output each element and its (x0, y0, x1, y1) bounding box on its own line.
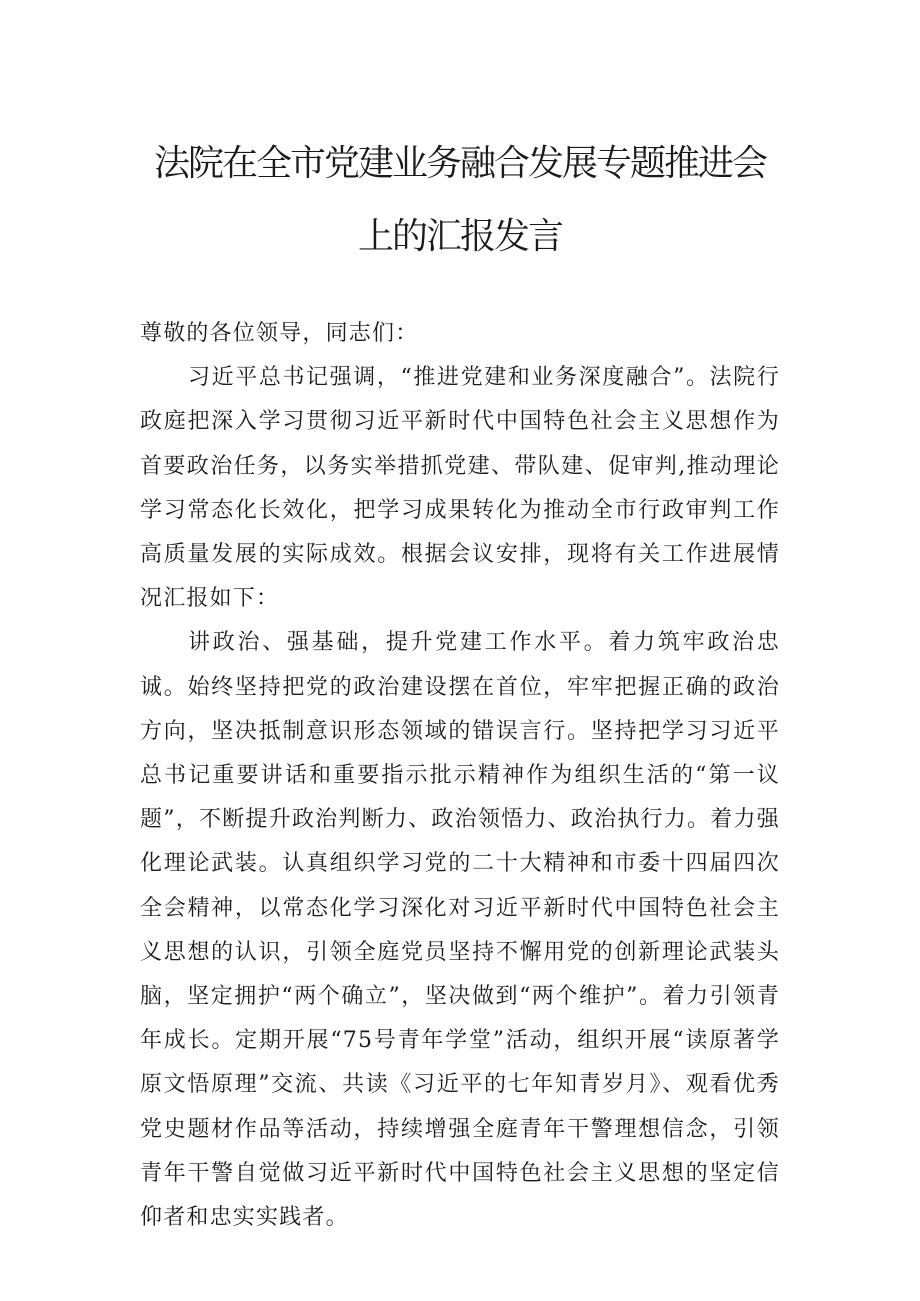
document-body (140, 312, 780, 1240)
salutation: 尊敬的各位领导，同志们： (140, 321, 419, 346)
paragraph-intro: 习近平总书记强调，“推进党建和业务深度融合”。法院行政庭把深入学习贯彻习近平新时代中国特色社会主义思想作为首要政治任务，以务实举措抓党建、带队建、促审判,推动理论学习常态化长效化，把学习成果转化为推动全市行政审判工作高质量发展的实际成效。根据会议安排，现将有关工作进展情况汇报如下： (140, 365, 780, 612)
document-title-line1: 法院在全市党建业务融合发展专题推进会 (153, 143, 766, 184)
document-title-line2: 上的汇报发言 (357, 216, 562, 257)
paragraph-section-1: 讲政治、强基础，提升党建工作水平。着力筑牢政治忠诚。始终坚持把党的政治建设摆在首位，牢牢把握正确的政治方向，坚决抵制意识形态领域的错误言行。坚持把学习习近平总书记重要讲话和重要指示批示精神作为组织生活的“第一议题”，不断提升政治判断力、政治领悟力、政治执行力。着力强化理论武装。认真组织学习党的二十大精神和市委十四届四次全会精神，以常态化学习深化对习近平新时代中国特色社会主义思想的认识，引领全庭党员坚持不懈用党的创新理论武装头脑，坚定拥护“两个确立”，坚决做到“两个维护”。着力引领青年成长。定期开展“75号青年学堂”活动，组织开展“读原著学原文悟原理”交流、共读《习近平的七年知青岁月》、观看优秀党史题材作品等活动，持续增强全庭青年干警理想信念，引领青年干警自觉做习近平新时代中国特色社会主义思想的坚定信仰者和忠实实践者。 (140, 630, 780, 1231)
